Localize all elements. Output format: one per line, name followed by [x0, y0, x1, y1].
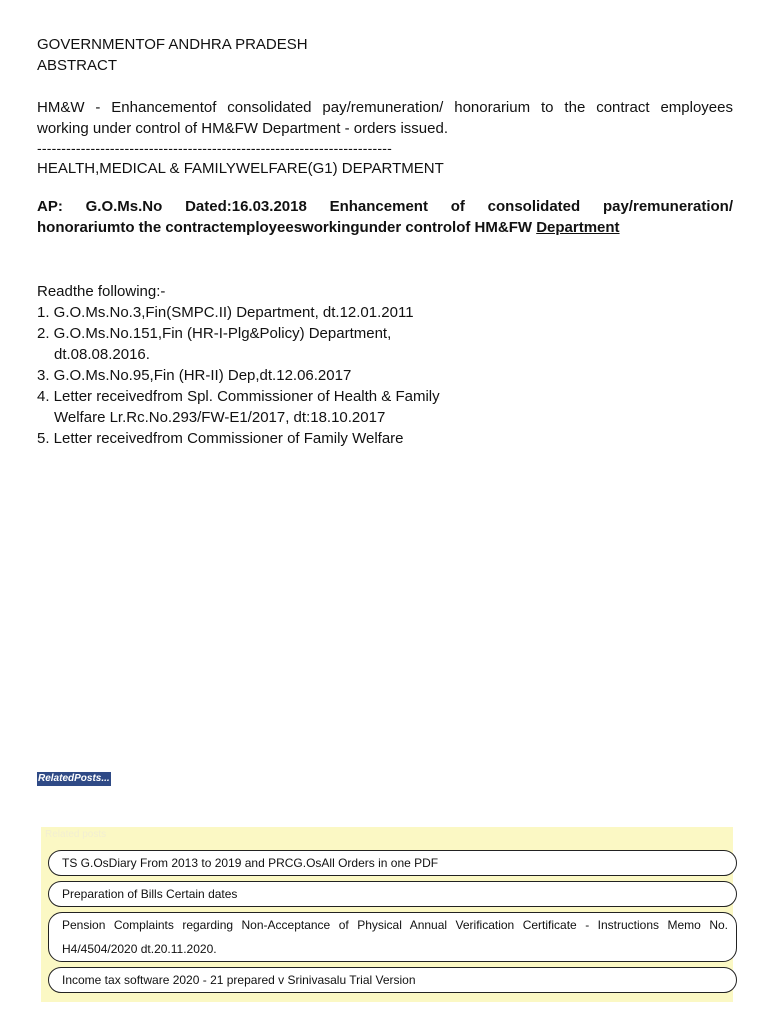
subject-line-2-text: honorariumto the contractemployeesworkingunder controlof HM&FW [37, 219, 537, 236]
related-post-link[interactable]: Pension Complaints regarding Non-Acceptance of Physical Annual Verification Certificate - Instructions Memo No. H4/4504/2020 dt.20.11.2020. [48, 912, 737, 962]
reference-item: 3. G.O.Ms.No.95,Fin (HR-II) Dep,dt.12.06.2017 [37, 367, 352, 384]
references-heading: Readthe following:- [37, 283, 166, 300]
reference-item: 4. Letter receivedfrom Spl. Commissioner of Health & Family [37, 388, 440, 405]
references-block [37, 281, 733, 449]
reference-item-continued: dt.08.08.2016. [54, 346, 150, 363]
related-post-link[interactable]: Preparation of Bills Certain dates [48, 881, 737, 907]
subject-line-2 [37, 217, 733, 238]
summary-line-1: HM&W - Enhancementof consolidated pay/remuneration/ honorarium to the contract employees [37, 99, 733, 116]
document-body [37, 34, 733, 449]
subject-line-1: AP: G.O.Ms.No Dated:16.03.2018 Enhancement of consolidated pay/remuneration/ [37, 198, 733, 215]
reference-item: 2. G.O.Ms.No.151,Fin (HR-I-Plg&Policy) Department, [37, 325, 392, 342]
government-heading: GOVERNMENTOF ANDHRA PRADESH [37, 36, 308, 53]
abstract-heading: ABSTRACT [37, 57, 118, 74]
subject-block [37, 196, 733, 238]
department-link[interactable]: Department [536, 219, 620, 236]
related-posts-list [41, 827, 733, 1002]
reference-item-continued: Welfare Lr.Rc.No.293/FW-E1/2017, dt:18.10.2017 [54, 409, 386, 426]
reference-item: 1. G.O.Ms.No.3,Fin(SMPC.II) Department, dt.12.01.2011 [37, 304, 414, 321]
related-post-link[interactable]: Income tax software 2020 - 21 prepared v Srinivasalu Trial Version [48, 967, 737, 993]
related-post-link[interactable]: TS G.OsDiary From 2013 to 2019 and PRCG.OsAll Orders in one PDF [48, 850, 737, 876]
summary-line-2: working under control of HM&FW Department - orders issued. [37, 120, 448, 137]
separator-line: ------------------------------------------------------------------------- [37, 141, 392, 155]
related-posts-badge[interactable]: RelatedPosts... [38, 773, 110, 784]
reference-item: 5. Letter receivedfrom Commissioner of Family Welfare [37, 430, 404, 447]
department-heading: HEALTH,MEDICAL & FAMILYWELFARE(G1) DEPARTMENT [37, 160, 444, 177]
related-posts-faint-label: Related posts [45, 829, 107, 840]
